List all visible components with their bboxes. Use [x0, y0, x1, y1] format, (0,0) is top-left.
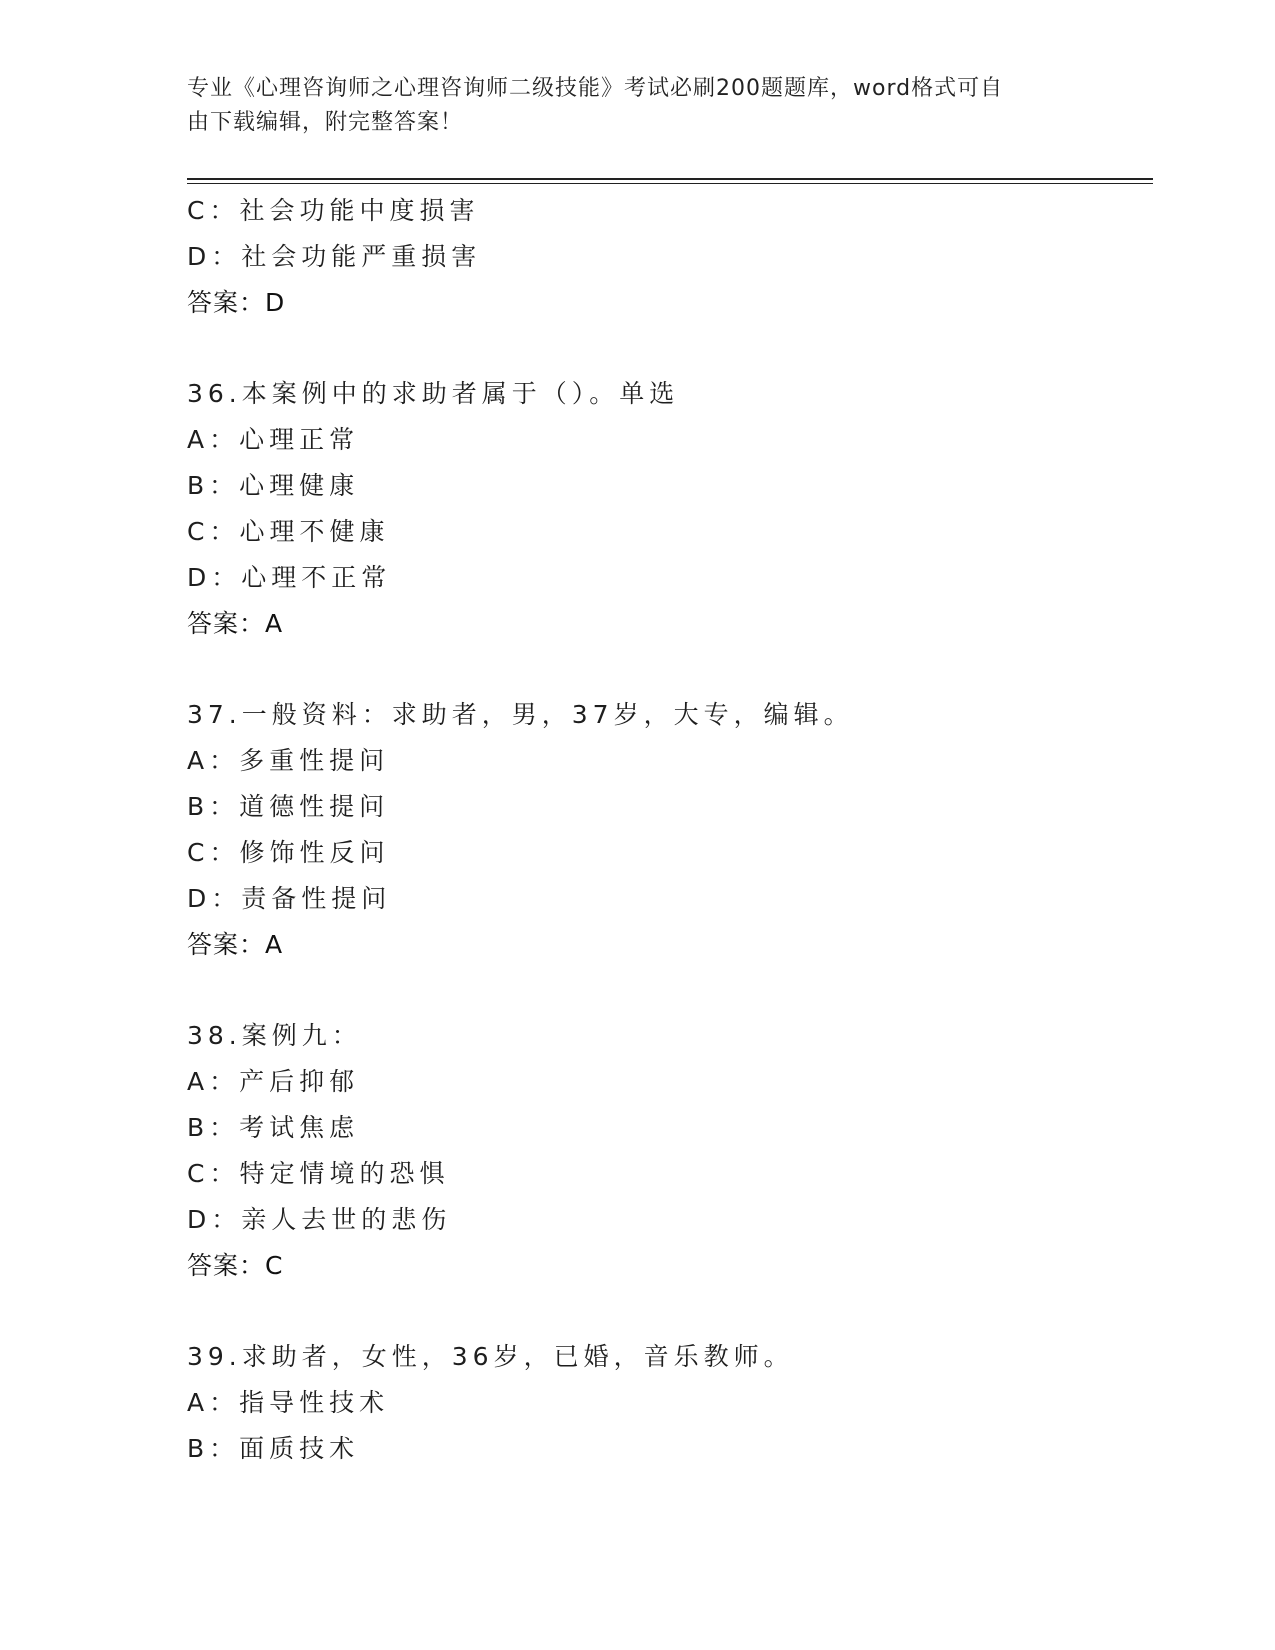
question-block-39 [187, 1334, 1153, 1472]
header-divider-thin [187, 183, 1153, 184]
answer-line: 答案：A [187, 930, 284, 959]
option-d: D：责备性提问 [187, 884, 392, 913]
option-a: A：心理正常 [187, 425, 360, 454]
option-c: C：社会功能中度损害 [187, 196, 480, 225]
option-b: B：心理健康 [187, 471, 360, 500]
option-c: C：修饰性反问 [187, 838, 390, 867]
question-stem: 36.本案例中的求助者属于（）。单选 [187, 379, 680, 408]
header-line-1: 专业《心理咨询师之心理咨询师二级技能》考试必刷200题题库，word格式可自 [187, 76, 1004, 101]
option-c: C：特定情境的恐惧 [187, 1159, 450, 1188]
question-list [187, 188, 1153, 1472]
option-b: B：面质技术 [187, 1434, 360, 1463]
option-d: D：社会功能严重损害 [187, 242, 482, 271]
header-divider-thick [187, 178, 1153, 180]
spacer [187, 326, 1153, 371]
spacer [187, 1289, 1153, 1334]
question-stem: 37.一般资料：求助者，男，37岁，大专，编辑。 [187, 700, 854, 729]
question-block-36 [187, 371, 1153, 647]
question-stem: 39.求助者，女性，36岁，已婚，音乐教师。 [187, 1342, 794, 1371]
document-header [187, 72, 1067, 140]
option-b: B：考试焦虑 [187, 1113, 360, 1142]
spacer [187, 968, 1153, 1013]
question-block-35-continued [187, 188, 1153, 326]
answer-line: 答案：C [187, 1251, 284, 1280]
question-block-37 [187, 692, 1153, 968]
question-stem: 38.案例九： [187, 1021, 362, 1050]
option-c: C：心理不健康 [187, 517, 390, 546]
option-b: B：道德性提问 [187, 792, 390, 821]
spacer [187, 647, 1153, 692]
option-d: D：心理不正常 [187, 563, 392, 592]
question-block-38 [187, 1013, 1153, 1289]
option-a: A：产后抑郁 [187, 1067, 360, 1096]
option-a: A：指导性技术 [187, 1388, 390, 1417]
header-line-2: 由下载编辑，附完整答案！ [187, 110, 464, 135]
option-d: D：亲人去世的悲伤 [187, 1205, 452, 1234]
answer-line: 答案：A [187, 609, 284, 638]
option-a: A：多重性提问 [187, 746, 390, 775]
answer-line: 答案：D [187, 288, 286, 317]
